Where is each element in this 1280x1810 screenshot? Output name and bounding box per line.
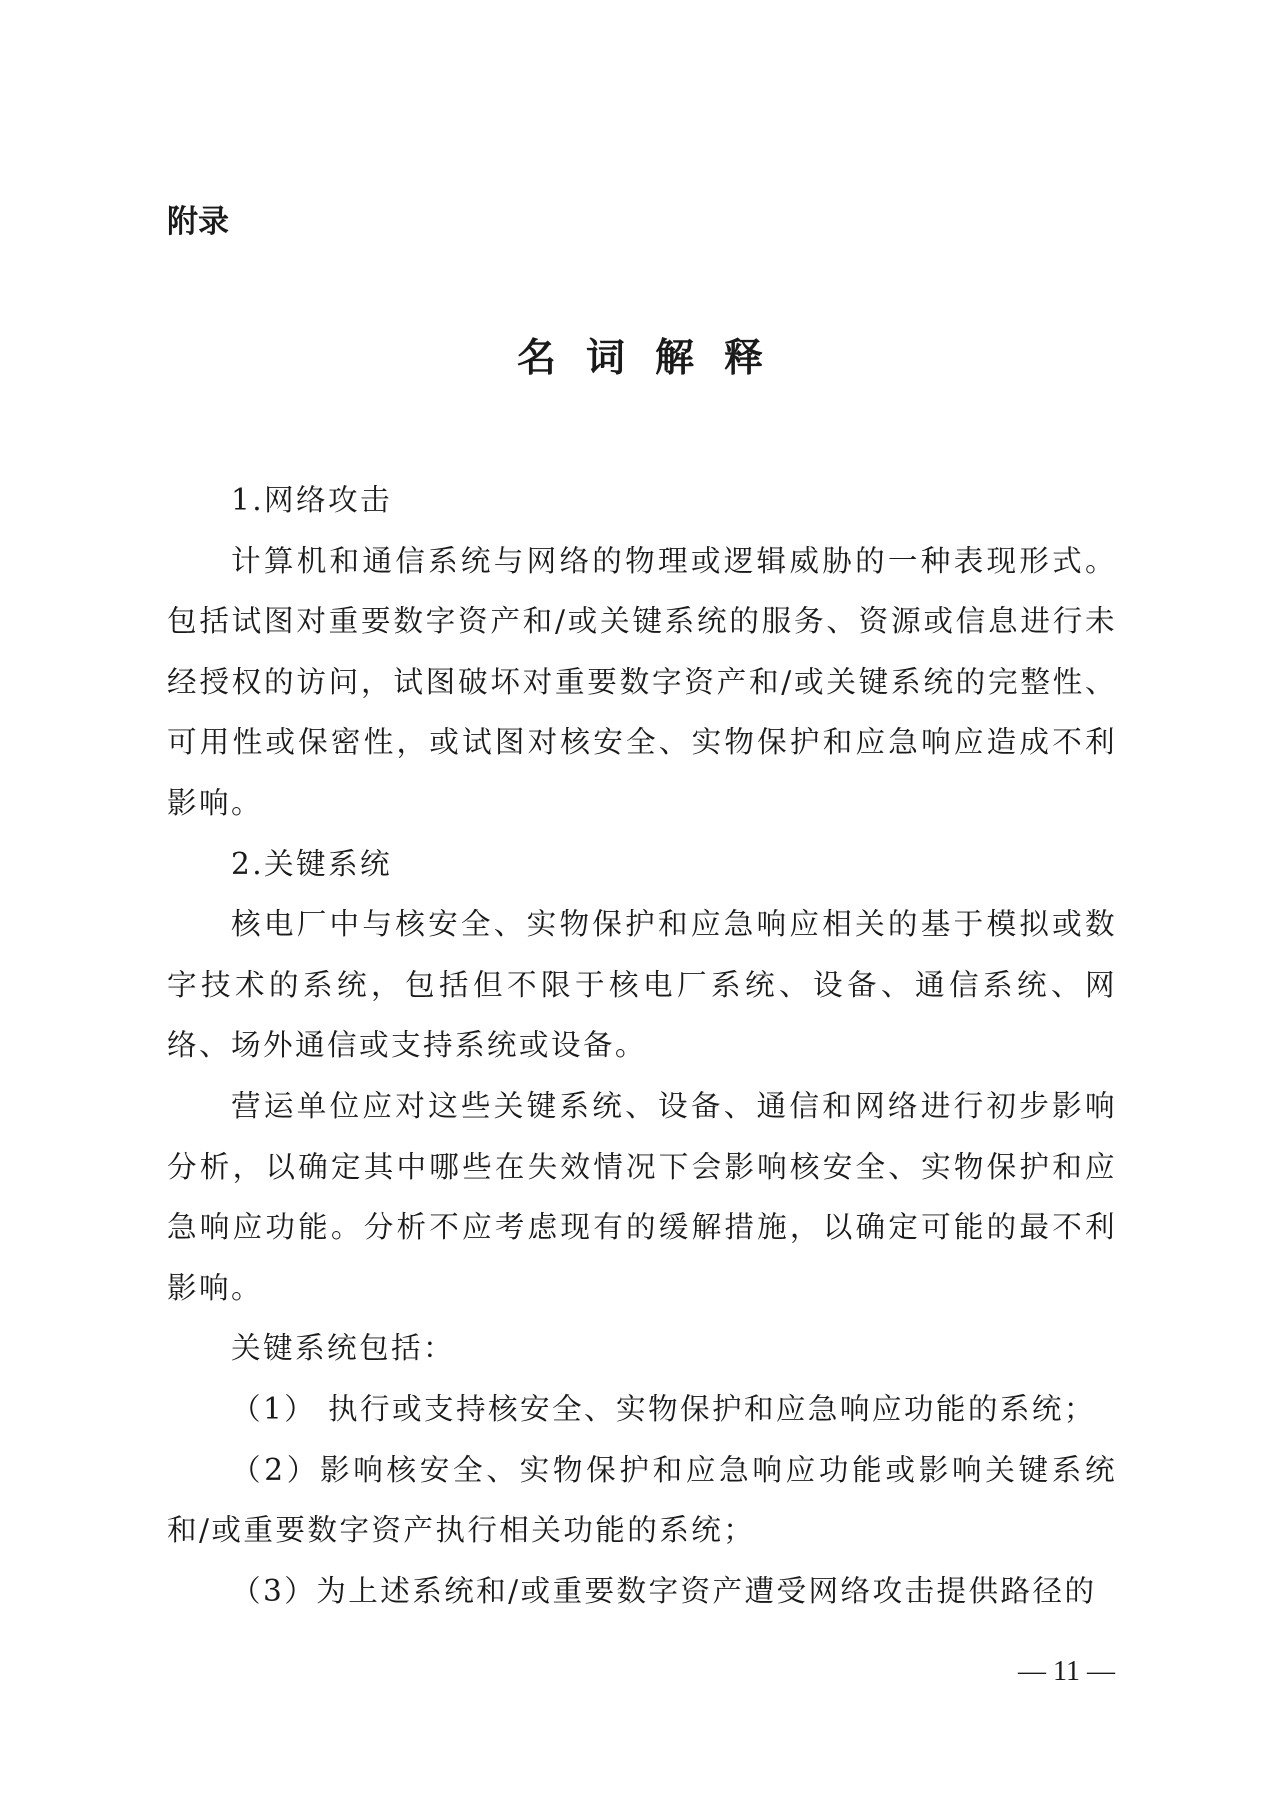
list-item: （1） 执行或支持核安全、实物保护和应急响应功能的系统； xyxy=(231,1391,1096,1426)
page-title: 名词解释 xyxy=(516,336,793,381)
page-number: — 11 — xyxy=(1018,1656,1115,1687)
section-heading: 2.关键系统 xyxy=(231,846,393,881)
paragraph: 营运单位应对这些关键系统、设备、通信和网络进行初步影响分析，以确定其中哪些在失效情况下会影响核安全、实物保护和应急响应功能。分析不应考虑现有的缓解措施，以确定可能的最不利影响。 xyxy=(167,1088,1117,1305)
list-item: （3）为上述系统和/或重要数字资产遭受网络攻击提供路径的 xyxy=(231,1573,1097,1608)
list-item: （2）影响核安全、实物保护和应急响应功能或影响关键系统和/或重要数字资产执行相关功能的系统； xyxy=(167,1452,1117,1548)
paragraph: 关键系统包括： xyxy=(231,1331,455,1366)
appendix-label: 附录 xyxy=(167,204,229,240)
paragraph: 计算机和通信系统与网络的物理或逻辑威胁的一种表现形式。包括试图对重要数字资产和/或关键系统的服务、资源或信息进行未经授权的访问，试图破坏对重要数字资产和/或关键系统的完整性、可用性或保密性，或试图对核安全、实物保护和应急响应造成不利影响。 xyxy=(167,543,1117,820)
document-body xyxy=(167,470,1117,1621)
section-heading: 1.网络攻击 xyxy=(231,483,393,517)
paragraph: 核电厂中与核安全、实物保护和应急响应相关的基于模拟或数字技术的系统，包括但不限于核电厂系统、设备、通信系统、网络、场外通信或支持系统或设备。 xyxy=(167,907,1117,1063)
